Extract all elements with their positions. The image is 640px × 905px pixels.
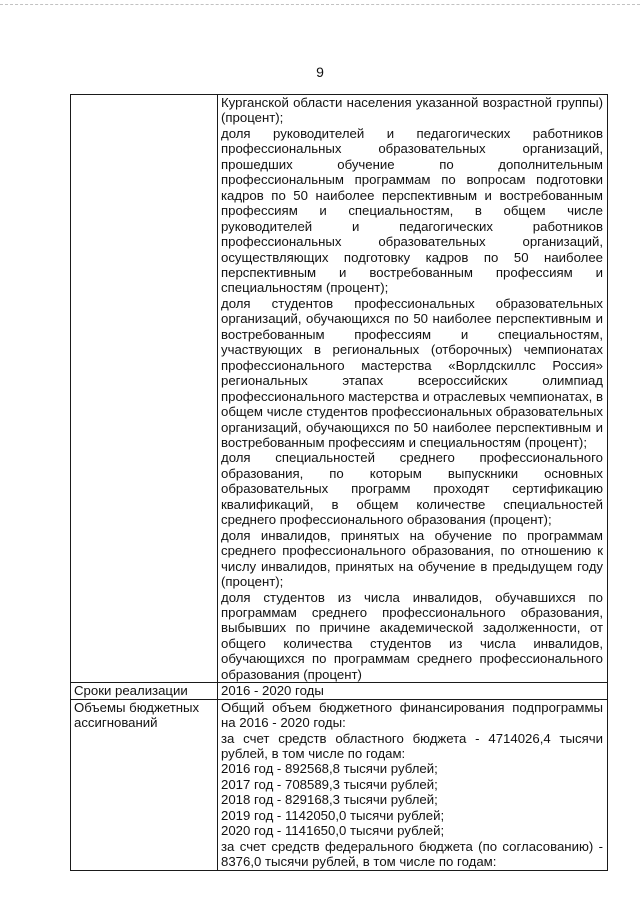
passport-table: [70, 94, 608, 871]
table-row-indicators: [71, 95, 608, 683]
budget-line: Общий объем бюджетного финансирования подпрограммы на 2016 - 2020 годы:: [221, 699, 603, 731]
timeline-value: 2016 - 2020 годы: [218, 683, 608, 699]
row-label-timeline: Сроки реализации: [71, 683, 218, 699]
budget-line: за счет средств областного бюджета - 4714026,4 тысячи рублей, в том числе по годам:: [221, 730, 603, 762]
budget-line: 2020 год - 1141650,0 тысячи рублей;: [221, 823, 445, 839]
budget-line: 2019 год - 1142050,0 тысячи рублей;: [221, 807, 445, 823]
scan-top-edge: [0, 4, 640, 5]
indicators-cell: [218, 95, 608, 683]
budget-cell: [218, 699, 608, 870]
indicator-paragraph: доля руководителей и педагогических работников профессиональных образовательных организаций, прошедших обучение по дополнительным профессиональным программам по вопросам подготовки кадров по 50 наиболее перспективным и востребованным профессиям и специальностям, в общем числе руководителей и педагогических работников профессиональных образовательных организаций, осуществляющих подготовку кадров по 50 наиболее перспективным и востребованным профессиям и специальностям (процент);: [221, 125, 603, 296]
row-label-indicators: [71, 95, 218, 683]
indicator-paragraph: Курганской области населения указанной возрастной группы) (процент);: [221, 95, 603, 126]
indicator-paragraph: доля специальностей среднего профессионального образования, по которым выпускники основных образовательных программ проходят сертификацию квалификаций, в общем количестве специальностей среднего профессионального образования (процент);: [221, 450, 603, 528]
table-row-timeline: [71, 683, 608, 699]
budget-line: 2016 год - 892568,8 тысячи рублей;: [221, 761, 438, 777]
page-number: 9: [316, 64, 324, 80]
budget-line: 2018 год - 829168,3 тысячи рублей;: [221, 792, 438, 808]
row-label-budget: Объемы бюджетных ассигнований: [71, 699, 218, 870]
table-row-budget: [71, 699, 608, 870]
budget-line: 2017 год - 708589,3 тысячи рублей;: [221, 776, 438, 792]
budget-line: за счет средств федерального бюджета (по согласованию) - 8376,0 тысячи рублей, в том числе по годам:: [221, 838, 603, 870]
indicator-paragraph: доля студентов из числа инвалидов, обучавшихся по программам среднего профессионального образования, выбывших по причине академической задолженности, от общего количества студентов из числа инвалидов, обучающихся по программам среднего профессионального образования (процент): [221, 589, 603, 682]
indicator-paragraph: доля инвалидов, принятых на обучение по программам среднего профессионального образования, по отношению к числу инвалидов, принятых на обучение в предыдущем году (процент);: [221, 527, 603, 590]
indicator-paragraph: доля студентов профессиональных образовательных организаций, обучающихся по 50 наиболее перспективным и востребованным профессиям и специальностям, участвующих в региональных (отборочных) чемпионатах профессионального мастерства «Ворлдскиллс Россия» региональных этапах всероссийских олимпиад профессионального мастерства и отраслевых чемпионатах, в общем числе студентов профессиональных образовательных организаций, обучающихся по 50 наиболее перспективным и востребованным профессиям и специальностям (процент);: [221, 295, 603, 450]
